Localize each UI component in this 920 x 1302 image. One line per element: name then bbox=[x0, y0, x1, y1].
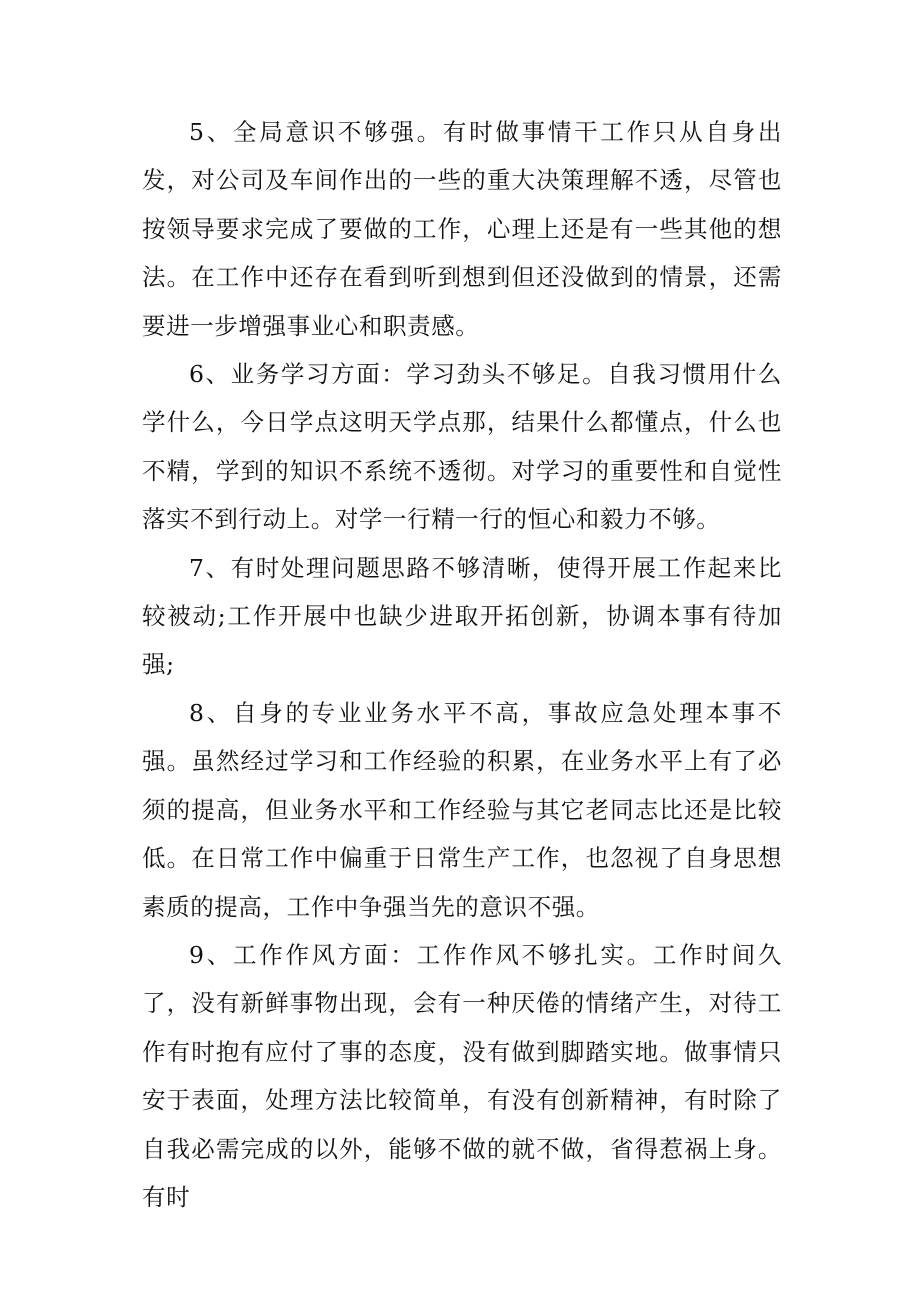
paragraph-6: 6、业务学习方面：学习劲头不够足。自我习惯用什么学什么，今日学点这明天学点那，结果什么都懂点，什么也不精，学到的知识不系统不透彻。对学习的重要性和自觉性落实不到行动上。对学一行精一行的恒心和毅力不够。 bbox=[142, 360, 782, 534]
paragraph-9: 9、工作作风方面：工作作风不够扎实。工作时间久了，没有新鲜事物出现，会有一种厌倦的情绪产生，对待工作有时抱有应付了事的态度，没有做到脚踏实地。做事情只安于表面，处理方法比较简单，有没有创新精神，有时除了自我必需完成的以外，能够不做的就不做，省得惹祸上身。有时 bbox=[142, 940, 782, 1211]
document-body bbox=[142, 108, 782, 1221]
paragraph-8: 8、自身的专业业务水平不高，事故应急处理本事不强。虽然经过学习和工作经验的积累，在业务水平上有了必须的提高，但业务水平和工作经验与其它老同志比还是比较低。在日常工作中偏重于日常生产工作，也忽视了自身思想素质的提高，工作中争强当先的意识不强。 bbox=[142, 698, 782, 921]
paragraph-7: 7、有时处理问题思路不够清晰，使得开展工作起来比较被动;工作开展中也缺少进取开拓创新，协调本事有待加强; bbox=[142, 553, 782, 679]
paragraph-5: 5、全局意识不够强。有时做事情干工作只从自身出发，对公司及车间作出的一些的重大决策理解不透，尽管也按领导要求完成了要做的工作，心理上还是有一些其他的想法。在工作中还存在看到听到想到但还没做到的情景，还需要进一步增强事业心和职责感。 bbox=[142, 118, 782, 340]
